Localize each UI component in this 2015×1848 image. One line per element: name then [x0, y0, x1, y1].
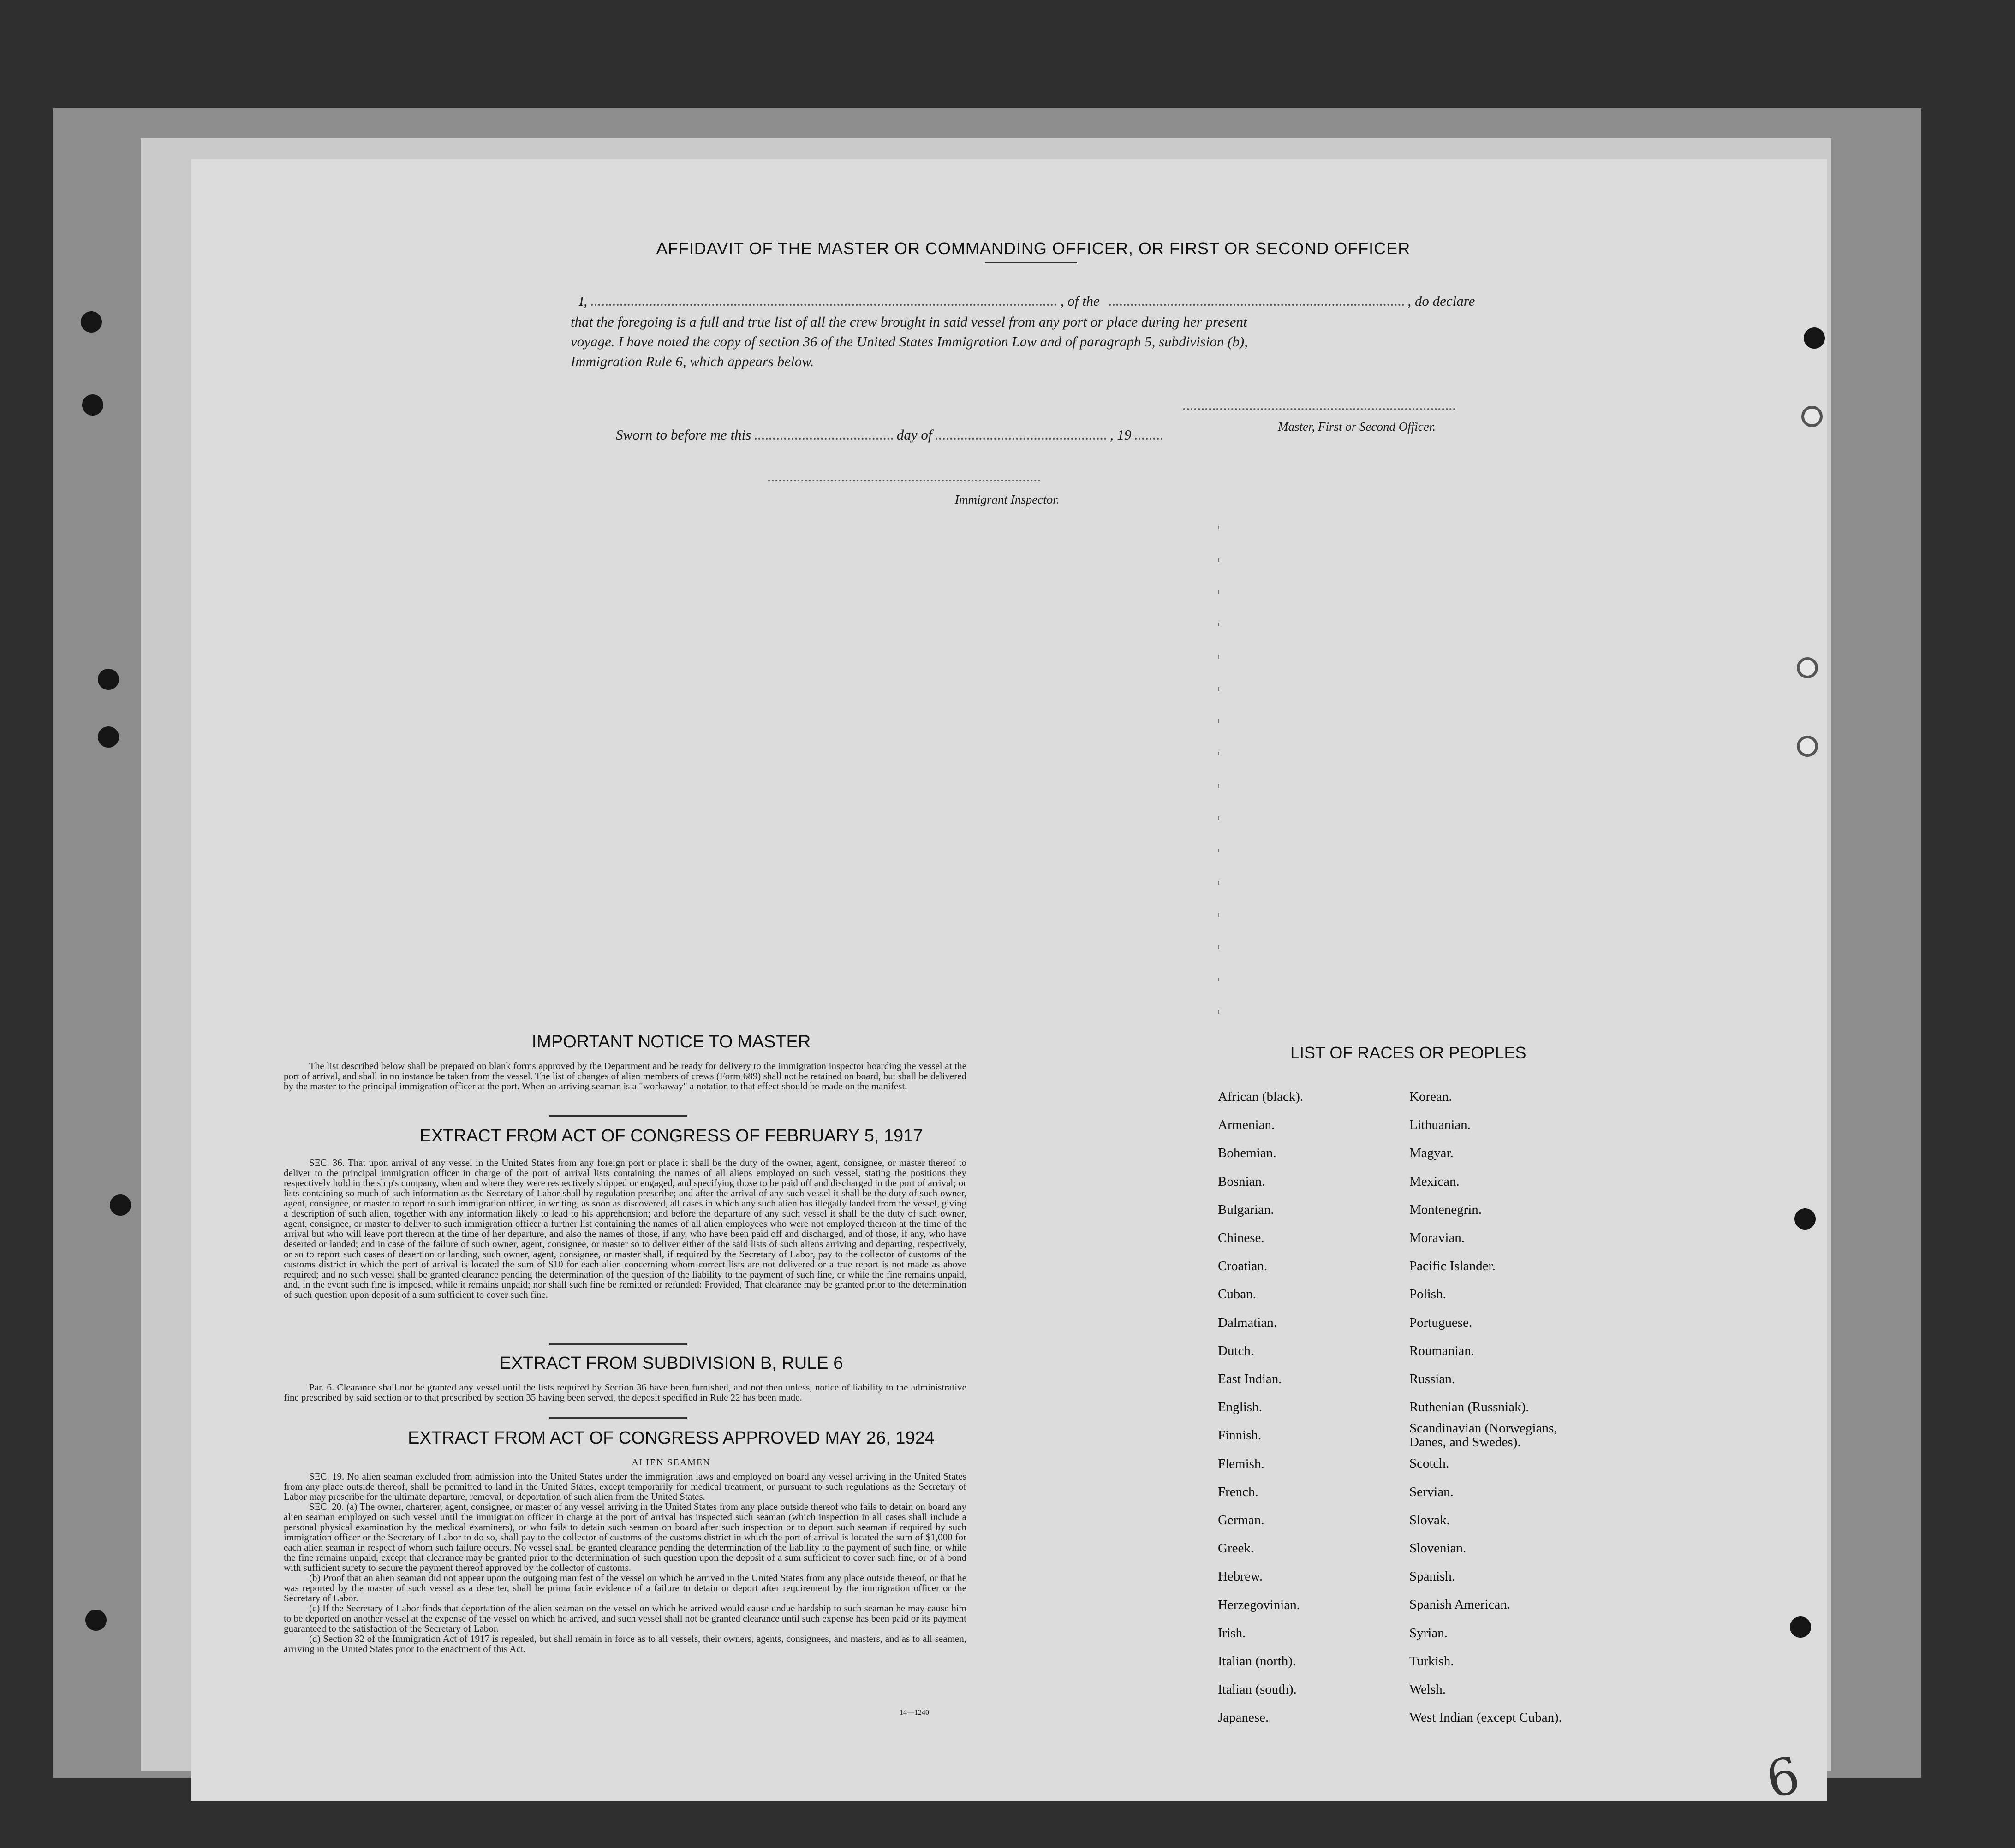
race-item: Scotch.	[1409, 1456, 1449, 1471]
fold-marks	[1218, 526, 1219, 1024]
race-item: Armenian.	[1218, 1117, 1275, 1133]
pronoun: I,	[579, 293, 588, 309]
race-item: Turkish.	[1409, 1653, 1454, 1669]
race-item: Portuguese.	[1409, 1315, 1472, 1330]
punch-hole	[1794, 1208, 1816, 1230]
race-item: Flemish.	[1218, 1456, 1264, 1471]
master-signature-field[interactable]	[1183, 408, 1455, 410]
race-item: Pacific Islander.	[1409, 1259, 1496, 1274]
do-declare-label: , do declare	[1407, 293, 1475, 309]
punch-hole	[1790, 1616, 1811, 1638]
race-item: Slovak.	[1409, 1512, 1450, 1527]
race-item: Italian (south).	[1218, 1682, 1297, 1697]
race-item: West Indian (except Cuban).	[1409, 1710, 1562, 1725]
race-item: Servian.	[1409, 1484, 1454, 1499]
sworn-year: , 19	[1109, 427, 1132, 443]
race-item: Ruthenian (Russniak).	[1409, 1400, 1529, 1415]
race-item: East Indian.	[1218, 1372, 1282, 1387]
race-item: Hebrew.	[1218, 1569, 1263, 1584]
notice-text: The list described below shall be prepared on blank forms approved by the Department and be ready for delivery to the immigration inspector boarding the vessel at the port of arrival, and shall in no instance be taken from the vessel. The list of changes of alien members of crews (Form 689) shall not be retained on board, but shall be delivered by the master to the principal immigration officer at the port. When an arriving seaman is a "workaway" a notation to that effect should be made on the manifest.	[284, 1060, 966, 1092]
races-title: LIST OF RACES OR PEOPLES	[1290, 1043, 1526, 1062]
statement-line-3: Immigration Rule 6, which appears below.	[571, 353, 814, 369]
race-item: Dutch.	[1218, 1343, 1254, 1358]
statement-line-2: voyage. I have noted the copy of section 36 of the United States Immigration Law and of paragraph 5, subdivision (b),	[571, 333, 1248, 350]
race-item: African (black).	[1218, 1089, 1304, 1104]
race-item: Spanish.	[1409, 1569, 1455, 1584]
notice-title: IMPORTANT NOTICE TO MASTER	[531, 1032, 811, 1052]
race-item: Polish.	[1409, 1287, 1446, 1302]
sec19-text: SEC. 19. No alien seaman excluded from admission into the United States under the immigration laws and employed on board any vessel arriving in the United States from any place outside thereof, shall be permitted to land in the United States, except temporarily for medical treatment, or pursuant to such regulations as the Secretary of Labor may prescribe for the ultimate departure, removal, or deportation of such alien from the United States.	[284, 1471, 966, 1502]
race-item: Lithuanian.	[1409, 1117, 1471, 1133]
race-item: Finnish.	[1218, 1428, 1262, 1443]
punch-hole	[1797, 657, 1818, 678]
sworn-day-field[interactable]	[755, 438, 893, 440]
race-item: Montenegrin.	[1409, 1202, 1482, 1217]
punch-hole	[82, 394, 103, 416]
extract-1917-title: EXTRACT FROM ACT OF CONGRESS OF FEBRUARY 5, 1917	[419, 1126, 923, 1146]
statement-line-1: that the foregoing is a full and true list of all the crew brought in said vessel from any port or place during her present	[571, 314, 1247, 330]
race-item: Korean.	[1409, 1089, 1452, 1104]
race-item: Welsh.	[1409, 1682, 1446, 1697]
of-the-label: , of the	[1060, 293, 1100, 309]
race-item: Moravian.	[1409, 1230, 1465, 1246]
title-rule	[985, 262, 1077, 263]
affidavit-declaration-line	[579, 293, 1475, 309]
inspector-label: Immigrant Inspector.	[955, 493, 1060, 506]
race-item: Cuban.	[1218, 1287, 1256, 1302]
race-item: Slovenian.	[1409, 1541, 1467, 1556]
race-item: German.	[1218, 1513, 1264, 1528]
extract-1924-subtitle: ALIEN SEAMEN	[632, 1457, 711, 1468]
form-number: 14—1240	[900, 1709, 929, 1717]
sworn-day-of: day of	[896, 427, 932, 443]
sec20a-text: SEC. 20. (a) The owner, charterer, agent, consignee, or master of any vessel arriving in the United States from any place outside thereof who fails to detain on board any alien seaman employed on such vessel until the immigration officer in charge at the port of arrival has inspected such seaman (which inspection in all cases shall include a personal physical examination by the medical examiners), or who fails to detain such seaman on board after such inspection or to deport such seaman if required by such immigration officer or the Secretary of Labor to do so, shall pay to the collector of customs of the customs district in which the port of arrival is located the sum of $1,000 for each alien seaman in respect of whom such failure occurs. No vessel shall be granted clearance pending the determination of the liability to the payment of such fine, or while the fine remains unpaid, except that clearance may be granted prior to the determination of such question upon the deposit of a sum sufficient to cover such fine, or of a bond with sufficient surety to secure the payment thereof approved by the collector of customs.	[284, 1501, 966, 1573]
name-field[interactable]	[591, 304, 1057, 306]
sworn-month-field[interactable]	[936, 438, 1106, 440]
race-item: Scandinavian (Norwegians, Danes, and Swedes).	[1409, 1421, 1557, 1450]
punch-hole	[1804, 327, 1825, 349]
section-rule	[549, 1115, 687, 1117]
punch-hole	[81, 311, 102, 333]
race-item: Italian (north).	[1218, 1654, 1296, 1669]
race-item: Irish.	[1218, 1625, 1246, 1640]
races-column-1	[1218, 1083, 1303, 1732]
affidavit-title: AFFIDAVIT OF THE MASTER OR COMMANDING OFFICER, OR FIRST OR SECOND OFFICER	[656, 239, 1411, 258]
race-item: Bulgarian.	[1218, 1202, 1274, 1217]
sworn-line	[616, 427, 1162, 443]
race-item: Greek.	[1218, 1541, 1254, 1556]
punch-hole	[85, 1610, 107, 1631]
sec20b-text: (b) Proof that an alien seaman did not appear upon the outgoing manifest of the vessel on which he arrived in the United States from any place outside thereof, or that he was reported by the master of such vessel as a deserter, shall be prima facie evidence of a failure to detain or deport after requirement by the immigration officer or the Secretary of Labor.	[284, 1572, 966, 1604]
race-item: Syrian.	[1409, 1625, 1448, 1640]
race-item: English.	[1218, 1400, 1262, 1415]
race-item: Mexican.	[1409, 1174, 1460, 1189]
master-signature-label: Master, First or Second Officer.	[1278, 420, 1436, 434]
race-item: Dalmatian.	[1218, 1315, 1277, 1330]
race-item: Roumanian.	[1409, 1343, 1474, 1358]
section-rule	[549, 1417, 687, 1419]
sec20d-text: (d) Section 32 of the Immigration Act of 1917 is repealed, but shall remain in force as to all vessels, their owners, agents, consignees, and masters, and as to all seamen, arriving in the United States prior to the enactment of this Act.	[284, 1633, 966, 1654]
race-item: Bosnian.	[1218, 1174, 1265, 1189]
punch-hole	[1801, 406, 1823, 427]
race-item: Chinese.	[1218, 1230, 1264, 1246]
races-column-2	[1409, 1083, 1589, 1732]
punch-hole	[98, 726, 119, 748]
extract-1924-title: EXTRACT FROM ACT OF CONGRESS APPROVED MAY 26, 1924	[408, 1428, 935, 1448]
race-item: Russian.	[1409, 1372, 1455, 1387]
extract-rule6-title: EXTRACT FROM SUBDIVISION B, RULE 6	[499, 1354, 843, 1373]
sworn-prefix: Sworn to before me this	[616, 427, 751, 443]
extract-rule6-text: Par. 6. Clearance shall not be granted any vessel until the lists required by Section 36 have been furnished, and not then unless, notice of liability to the administrative fine prescribed by said section or to that prescribed by section 35 having been served, the deposit specified in Rule 22 has been made.	[284, 1382, 966, 1403]
race-item: Bohemian.	[1218, 1146, 1276, 1161]
sworn-year-field[interactable]	[1135, 438, 1162, 440]
race-item: Herzegovinian.	[1218, 1597, 1300, 1612]
race-item: Japanese.	[1218, 1710, 1269, 1725]
section-rule	[549, 1343, 687, 1345]
race-item: Croatian.	[1218, 1259, 1268, 1274]
punch-hole	[1797, 736, 1818, 757]
extract-1924-body	[284, 1471, 966, 1654]
handwritten-page-number: 6	[1761, 1745, 1805, 1810]
sec20c-text: (c) If the Secretary of Labor finds that deportation of the alien seaman on the vessel on which he arrived would cause undue hardship to such seaman he may cause him to be deported on another vessel at the expense of the vessel on which he arrived, and such vessel shall not be granted clearance until such expense has been paid or its payment guaranteed to the satisfaction of the Secretary of Labor.	[284, 1603, 966, 1634]
race-item: Spanish American.	[1409, 1597, 1511, 1612]
inspector-signature-field[interactable]	[768, 480, 1040, 481]
extract-1917-text: SEC. 36. That upon arrival of any vessel in the United States from any foreign port or place it shall be the duty of the owner, agent, consignee, or master thereof to deliver to the principal immigration officer in charge of the port of arrival lists containing the names of all aliens employed on such vessel, stating the positions they respectively hold in the ship's company, when and where they were respectively shipped or engaged, and specifying those to be paid off and discharged in the port of arrival; or lists containing so much of such information as the Secretary of Labor shall by regulation prescribe; and after the arrival of any such vessel it shall be the duty of such owner, agent, consignee, or master to report to such immigration officer, in writing, as soon as discovered, all cases in which any such alien has illegally landed from the vessel, giving a description of such alien, together with any information likely to lead to his apprehension; and before the departure of any such vessel it shall be the duty of such owner, agent, consignee, or master to deliver to such immigration officer a further list containing the names of all alien employees who were not employed thereon at the time of the arrival but who will leave port thereon at the time of her departure, and also the names of those, if any, who have been paid off and discharged, and of those, if any, who have deserted or landed; and in case of the failure of such owner, agent, consignee, or master so to deliver either of the said lists of such aliens arriving and departing, respectively, or so to report such cases of desertion or landing, such owner, agent, consignee, or master shall, if required by the Secretary of Labor, pay to the collector of customs of the customs district in which the port of arrival is located the sum of $10 for each alien concerning whom correct lists are not delivered or a true report is not made as above required; and no such vessel shall be granted clearance pending the determination of the question of the liability to the payment of such fine, or while the fine remains unpaid, and, in the event such fine is imposed, while it remains unpaid; nor shall such fine be remitted or refunded: Provided, That clearance may be granted prior to the determination of such question upon deposit of a sum sufficient to cover such fine.	[284, 1157, 966, 1300]
race-item: Magyar.	[1409, 1146, 1454, 1161]
race-item: French.	[1218, 1484, 1258, 1499]
punch-hole	[98, 669, 119, 690]
vessel-field[interactable]	[1109, 304, 1404, 306]
punch-hole	[110, 1194, 131, 1216]
